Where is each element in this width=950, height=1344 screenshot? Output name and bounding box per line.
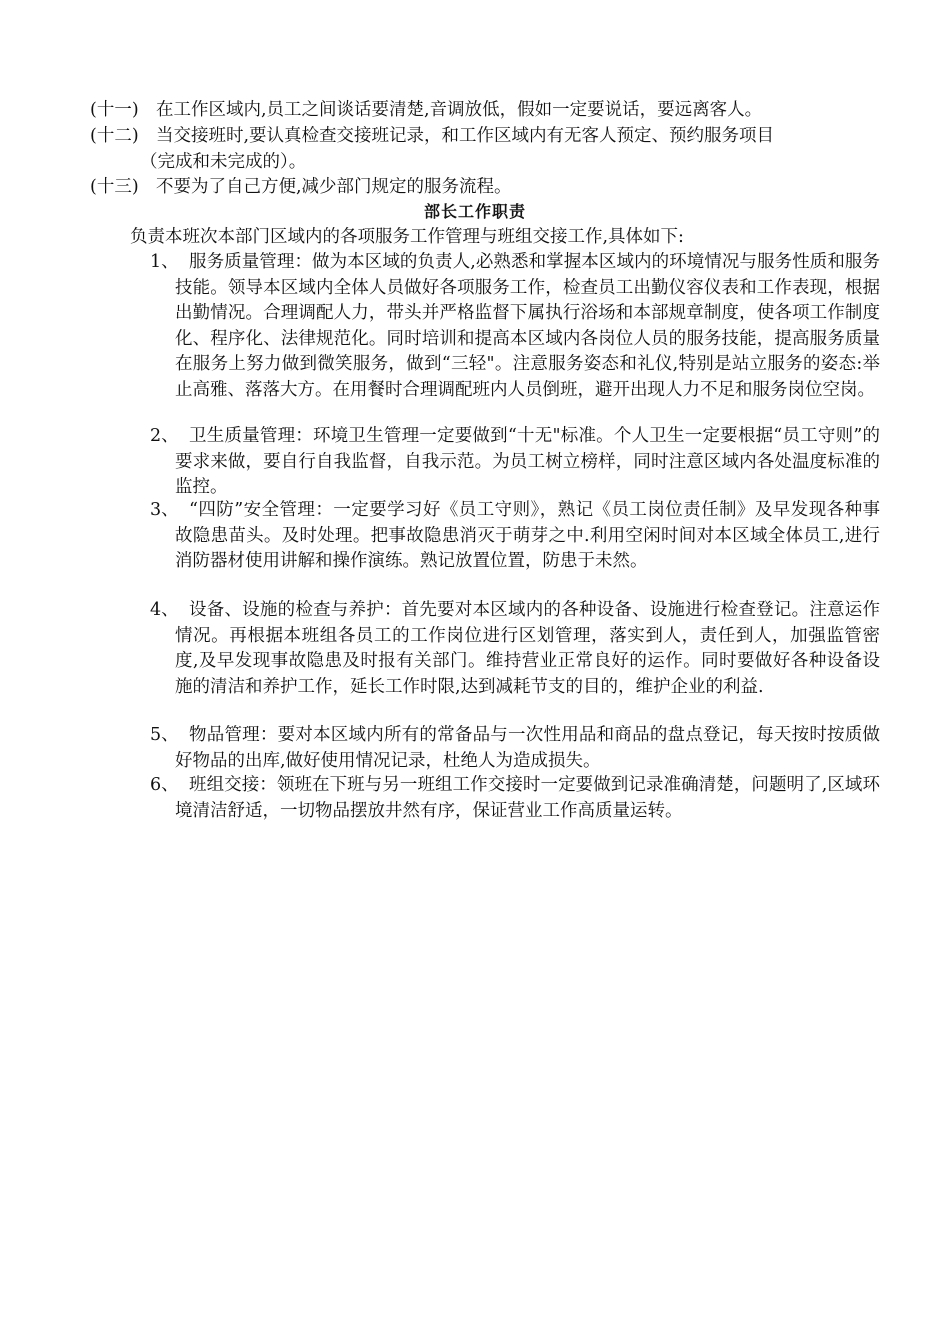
rule-11 xyxy=(90,98,880,124)
item-text: 卫生质量管理：环境卫生管理一定要做到“十无"标准。个人卫生一定要根据“员工守则”的要求来做，要自行自我监督，自我示范。为员工树立榜样，同时注意区域内各处温度标准的监控。 xyxy=(175,426,880,497)
item-number: 6、 xyxy=(150,775,179,795)
rule-text: 当交接班时,要认真检查交接班记录，和工作区域内有无客人预定、预约服务项目 xyxy=(156,126,775,146)
section-intro: 负责本班次本部门区域内的各项服务工作管理与班组交接工作,具体如下: xyxy=(130,227,684,247)
duty-item-1 xyxy=(150,250,880,403)
rule-number: (十三) xyxy=(90,177,139,197)
rule-12 xyxy=(90,124,880,175)
item-text: 设备、设施的检查与养护：首先要对本区域内的各种设备、设施进行检查登记。注意运作情况。再根据本班组各员工的工作岗位进行区划管理，落实到人，责任到人，加强监管密度,及早发现事故隐患及时报有关部门。维持营业正常良好的运作。同时要做好各种设备设施的清洁和养护工作，延长工作时限,达到减耗节支的目的，维护企业的利益. xyxy=(175,600,880,697)
item-text: 服务质量管理：做为本区域的负责人,必熟悉和掌握本区域内的环境情况与服务性质和服务技能。领导本区域内全体人员做好各项服务工作，检查员工出勤仪容仪表和工作表现，根据出勤情况。合理调配人力，带头并严格监督下属执行浴场和本部规章制度，使各项工作制度化、程序化、法律规范化。同时培训和提高本区域内各岗位人员的服务技能，提高服务质量在服务上努力做到微笑服务，做到“三轻"。注意服务姿态和礼仪,特别是站立服务的姿态:举止高雅、落落大方。在用餐时合理调配班内人员倒班，避开出现人力不足和服务岗位空岗。 xyxy=(175,252,880,400)
duty-item-2 xyxy=(150,424,880,501)
rule-text: 不要为了自己方便,减少部门规定的服务流程。 xyxy=(156,177,512,197)
duty-item-5 xyxy=(150,723,880,774)
duty-item-4 xyxy=(150,598,880,700)
item-number: 5、 xyxy=(150,725,179,745)
item-number: 3、 xyxy=(150,500,179,520)
item-number: 2、 xyxy=(150,426,179,446)
rule-13 xyxy=(90,175,880,201)
duty-item-3 xyxy=(150,498,880,575)
rule-text: 在工作区域内,员工之间谈话要清楚,音调放低，假如一定要说话，要远离客人。 xyxy=(156,100,763,120)
item-text: 班组交接：领班在下班与另一班组工作交接时一定要做到记录准确清楚，问题明了,区域环境清洁舒适，一切物品摆放井然有序，保证营业工作高质量运转。 xyxy=(175,775,880,821)
item-number: 1、 xyxy=(150,252,179,272)
section-title: 部长工作职责 xyxy=(423,202,526,221)
item-text: 物品管理：要对本区域内所有的常备品与一次性用品和商品的盘点登记，每天按时按质做好物品的出库,做好使用情况记录，杜绝人为造成损失。 xyxy=(175,725,880,771)
duty-item-6 xyxy=(150,773,880,824)
rule-number: (十一) xyxy=(90,100,139,120)
rule-text-continuation: （完成和未完成的）。 xyxy=(140,151,307,172)
item-number: 4、 xyxy=(150,600,179,620)
item-text: “四防”安全管理：一定要学习好《员工守则》，熟记《员工岗位责任制》及早发现各种事故隐患苗头。及时处理。把事故隐患消灭于萌芽之中.利用空闲时间对本区域全体员工,进行消防器材使用讲解和操作演练。熟记放置位置，防患于未然。 xyxy=(175,500,880,571)
rule-number: (十二) xyxy=(90,126,139,146)
